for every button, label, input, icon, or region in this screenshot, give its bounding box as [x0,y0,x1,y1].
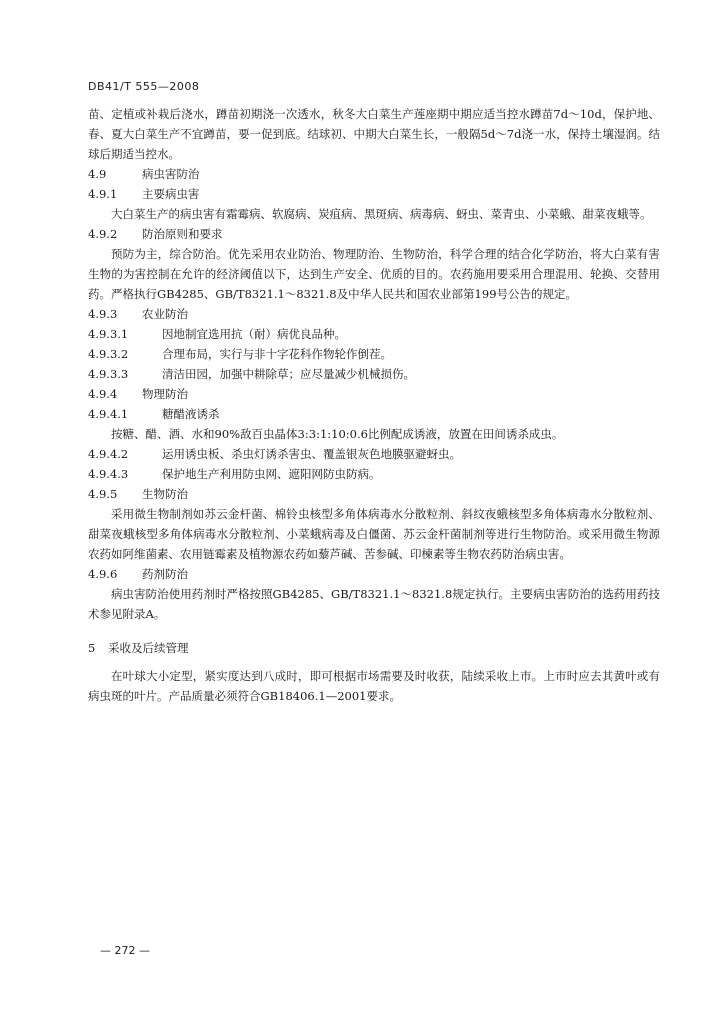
section-number: 4.9.1 [88,187,118,201]
paragraph-4-9-1: 大白菜生产的病虫害有霜霉病、软腐病、炭疽病、黑斑病、病毒病、蚜虫、菜青虫、小菜蛾、甜菜夜蛾等。 [111,207,652,221]
clause-number: 4.9.4.3 [88,467,129,481]
section-number: 4.9.4 [88,387,118,401]
clause-text: 因地制宜选用抗（耐）病优良品种。 [162,327,346,341]
section-number: 4.9.2 [88,227,118,241]
clause-number: 4.9.4.2 [88,447,129,461]
paragraph-4-9-4-1: 按糖、醋、酒、水和90%敌百虫晶体3:3:1:10:0.6比例配成诱液，放置在田间诱杀成虫。 [111,427,564,441]
section-title: 防治原则和要求 [142,227,223,241]
clause-number: 4.9.4.1 [88,407,129,421]
clause-4-9-3-1 [88,324,660,344]
section-4-9-5-heading [88,484,660,504]
section-number: 4.9.5 [88,487,118,501]
clause-number: 4.9.3.1 [88,327,129,341]
section-4-9-4-heading [88,384,660,404]
section-title: 病虫害防治 [142,167,200,181]
document-body [88,104,660,706]
intro-paragraph: 苗、定植或补栽后浇水，蹲苗初期浇一次透水，秋冬大白菜生产莲座期中期应适当控水蹲苗7d～10d，保护地、春、夏大白菜生产不宜蹲苗，要一促到底。结球初、中期大白菜生长，一般隔5d～7d浇一水，保持土壤湿润。结球后期适当控水。 [88,107,660,161]
section-title: 农业防治 [142,307,188,321]
document-code-header: DB41/T 555—2008 [88,80,200,93]
paragraph-5: 在叶球大小定型，紧实度达到八成时，即可根据市场需要及时收获，陆续采收上市。上市时应去其黄叶或有病虫斑的叶片。产品质量必须符合GB18406.1—2001要求。 [88,669,660,703]
section-number: 4.9.6 [88,567,118,581]
section-4-9-2-heading [88,224,660,244]
section-title: 生物防治 [142,487,188,501]
section-title: 采收及后续管理 [108,641,189,655]
clause-4-9-3-2 [88,344,660,364]
clause-4-9-4-1 [88,404,660,424]
section-4-9-6-heading [88,564,660,584]
section-title: 物理防治 [142,387,188,401]
paragraph-4-9-2: 预防为主，综合防治。优先采用农业防治、物理防治、生物防治，科学合理的结合化学防治，将大白菜有害生物的为害控制在允许的经济阈值以下，达到生产安全、优质的目的。农药施用要采用合理混用、轮换、交替用药。严格执行GB4285、GB/T8321.1～8321.8及中华人民共和国农业部第199号公告的规定。 [88,247,660,301]
clause-text: 合理布局，实行与非十字花科作物轮作倒茬。 [162,347,392,361]
section-number: 4.9.3 [88,307,118,321]
clause-number: 4.9.3.3 [88,367,129,381]
section-4-9-1-heading [88,184,660,204]
clause-text: 清洁田园，加强中耕除草；应尽量减少机械损伤。 [162,367,415,381]
clause-4-9-4-3 [88,464,660,484]
page-number: — 272 — [100,944,150,957]
clause-4-9-4-2 [88,444,660,464]
section-number: 5 [88,641,96,655]
section-4-9-3-heading [88,304,660,324]
clause-number: 4.9.3.2 [88,347,129,361]
clause-text: 糖醋液诱杀 [162,407,220,421]
section-number: 4.9 [88,167,107,181]
clause-4-9-3-3 [88,364,660,384]
section-4-9-heading [88,164,660,184]
section-5-heading [88,638,660,658]
clause-text: 运用诱虫板、杀虫灯诱杀害虫、覆盖银灰色地膜驱避蚜虫。 [162,447,461,461]
section-title: 主要病虫害 [142,187,200,201]
paragraph-4-9-6: 病虫害防治使用药剂时严格按照GB4285、GB/T8321.1～8321.8规定执行。主要病虫害防治的选药用药技术参见附录A。 [88,587,660,621]
section-title: 药剂防治 [142,567,188,581]
clause-text: 保护地生产利用防虫网、遮阳网防虫防病。 [162,467,381,481]
paragraph-4-9-5: 采用微生物制剂如苏云金杆菌、棉铃虫核型多角体病毒水分散粒剂、斜纹夜蛾核型多角体病毒水分散粒剂、甜菜夜蛾核型多角体病毒水分散粒剂、小菜蛾病毒及白僵菌、苏云金杆菌制剂等进行生物防治。或采用微生物源农药如阿维菌素、农用链霉素及植物源农药如藜芦碱、苦参碱、印楝素等生物农药防治病虫害。 [88,507,660,561]
